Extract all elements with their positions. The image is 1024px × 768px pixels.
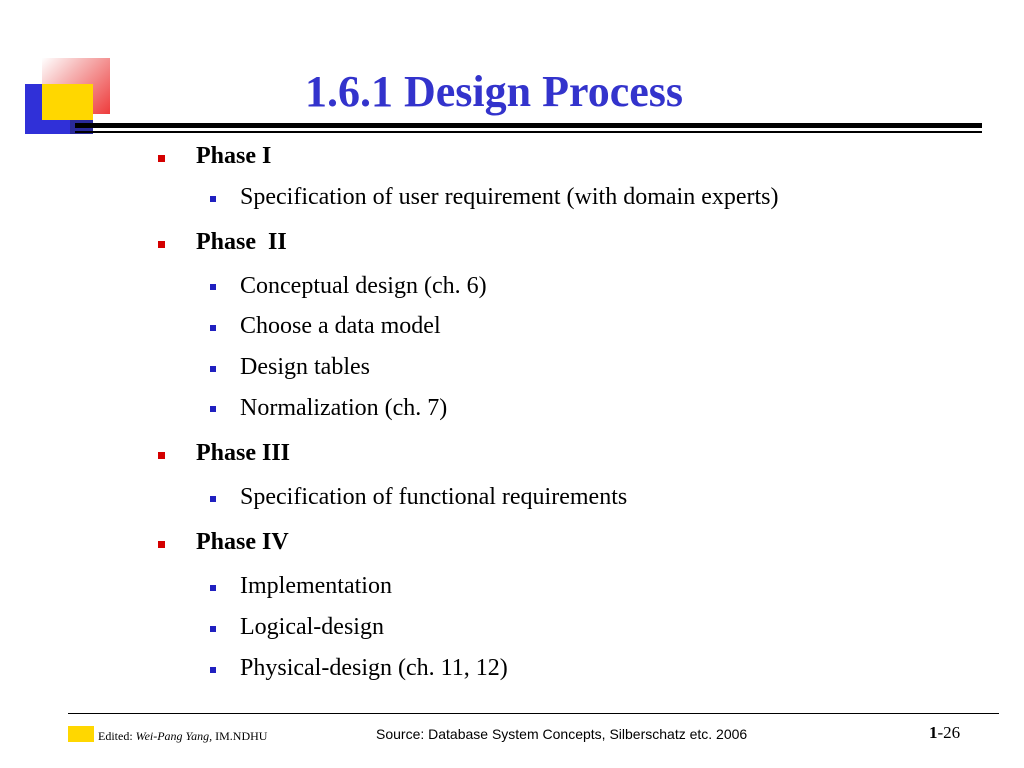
bullet-marker-level2 — [210, 196, 216, 202]
phase-heading: Phase IV — [196, 529, 289, 555]
title-rule-thick — [75, 123, 982, 128]
footer-edited-prefix: Edited: — [98, 729, 136, 743]
phase-heading: Phase II — [196, 229, 287, 255]
phase-heading: Phase III — [196, 440, 291, 466]
footer-page: -26 — [937, 723, 961, 742]
phase-item: Physical-design (ch. 11, 12) — [240, 655, 508, 681]
logo-square-yellow — [42, 84, 93, 120]
footer-rule — [68, 713, 999, 714]
bullet-marker-level1 — [158, 155, 165, 162]
bullet-marker-level1 — [158, 452, 165, 459]
footer-page-number — [929, 723, 960, 743]
footer-source: Source: Database System Concepts, Silberschatz etc. 2006 — [376, 726, 748, 742]
phase-heading: Phase I — [196, 143, 272, 169]
footer-org: IM.NDHU — [212, 729, 268, 743]
bullet-marker-level2 — [210, 496, 216, 502]
footer-chapter: 1 — [929, 723, 938, 742]
footer-yellow-box — [68, 726, 94, 742]
phase-item: Specification of functional requirements — [240, 484, 628, 510]
phase-item: Logical-design — [240, 614, 384, 640]
slide-title: 1.6.1 Design Process — [305, 67, 684, 116]
bullet-marker-level1 — [158, 541, 165, 548]
phase-item: Conceptual design (ch. 6) — [240, 273, 487, 299]
bullet-marker-level2 — [210, 284, 216, 290]
bullet-marker-level1 — [158, 241, 165, 248]
bullet-marker-level2 — [210, 325, 216, 331]
bullet-marker-level2 — [210, 366, 216, 372]
bullet-marker-level2 — [210, 406, 216, 412]
phase-item: Specification of user requirement (with domain experts) — [240, 184, 779, 210]
bullet-marker-level2 — [210, 667, 216, 673]
footer-author: Wei-Pang Yang, — [135, 729, 213, 743]
bullet-marker-level2 — [210, 626, 216, 632]
phase-item: Implementation — [240, 573, 392, 599]
title-rule-thin — [75, 131, 982, 133]
phase-item: Choose a data model — [240, 313, 441, 339]
phase-item: Design tables — [240, 354, 370, 380]
phase-item: Normalization (ch. 7) — [240, 395, 448, 421]
footer-edited — [98, 729, 267, 744]
bullet-marker-level2 — [210, 585, 216, 591]
